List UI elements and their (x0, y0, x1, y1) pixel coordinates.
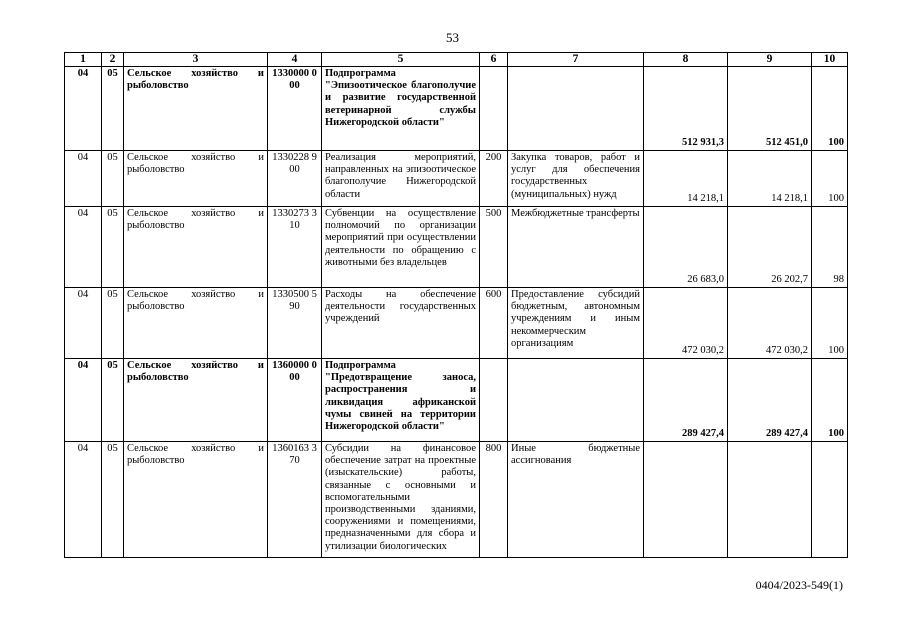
cell-expense-type (480, 67, 508, 151)
cell-subsection: 05 (102, 288, 124, 359)
header-row (65, 53, 848, 67)
header-col-4: 4 (268, 53, 322, 67)
cell-subsection: 05 (102, 442, 124, 558)
cell-plan (644, 442, 728, 558)
cell-section: 04 (65, 442, 102, 558)
cell-expense-name: Предоставление субсидий бюджетным, автономным учреждениям и иным некоммерческим организациям (508, 288, 644, 359)
cell-actual: 14 218,1 (728, 151, 812, 207)
table-row (65, 67, 848, 151)
cell-expense-name: Межбюджетные трансферты (508, 207, 644, 288)
cell-expense-type: 800 (480, 442, 508, 558)
table-row (65, 151, 848, 207)
cell-percent: 98 (812, 207, 848, 288)
header-col-1: 1 (65, 53, 102, 67)
header-col-2: 2 (102, 53, 124, 67)
cell-expense-type: 500 (480, 207, 508, 288)
cell-plan: 472 030,2 (644, 288, 728, 359)
cell-target-code: 1330500 590 (268, 288, 322, 359)
table-row (65, 288, 848, 359)
cell-plan: 14 218,1 (644, 151, 728, 207)
cell-section-name: Сельское хозяйство и рыболовство (124, 207, 268, 288)
header-col-9: 9 (728, 53, 812, 67)
cell-description: Подпрограмма "Предотвращение заноса, распространения и ликвидация африканской чумы свиней на территории Нижегородской области" (322, 359, 480, 442)
cell-description: Субсидии на финансовое обеспечение затрат на проектные (изыскательские) работы, связанные с основными и вспомогательными производственными зданиями, сооружениями и помещениями, предназначенными для сбора и утилизации биологических (322, 442, 480, 558)
cell-expense-name: Иные бюджетные ассигнования (508, 442, 644, 558)
cell-section: 04 (65, 288, 102, 359)
cell-percent (812, 442, 848, 558)
cell-percent: 100 (812, 359, 848, 442)
cell-actual (728, 442, 812, 558)
header-col-8: 8 (644, 53, 728, 67)
cell-actual: 289 427,4 (728, 359, 812, 442)
cell-section-name: Сельское хозяйство и рыболовство (124, 67, 268, 151)
cell-actual: 512 451,0 (728, 67, 812, 151)
cell-description: Подпрограмма "Эпизоотическое благополучие и развитие государственной ветеринарной службы Нижегородской области" (322, 67, 480, 151)
cell-expense-name (508, 359, 644, 442)
cell-subsection: 05 (102, 207, 124, 288)
header-col-5: 5 (322, 53, 480, 67)
cell-section-name: Сельское хозяйство и рыболовство (124, 288, 268, 359)
cell-expense-type: 600 (480, 288, 508, 359)
cell-section-name: Сельское хозяйство и рыболовство (124, 359, 268, 442)
cell-percent: 100 (812, 288, 848, 359)
cell-actual: 26 202,7 (728, 207, 812, 288)
header-col-6: 6 (480, 53, 508, 67)
cell-expense-name: Закупка товаров, работ и услуг для обеспечения государственных (муниципальных) нужд (508, 151, 644, 207)
cell-section: 04 (65, 359, 102, 442)
cell-plan: 289 427,4 (644, 359, 728, 442)
cell-expense-name (508, 67, 644, 151)
table-row (65, 207, 848, 288)
cell-subsection: 05 (102, 359, 124, 442)
table-row (65, 359, 848, 442)
cell-section: 04 (65, 151, 102, 207)
cell-subsection: 05 (102, 151, 124, 207)
cell-section-name: Сельское хозяйство и рыболовство (124, 442, 268, 558)
budget-table (64, 52, 848, 558)
cell-section: 04 (65, 67, 102, 151)
page-number: 53 (446, 30, 459, 45)
header-col-10: 10 (812, 53, 848, 67)
cell-target-code: 1330273 310 (268, 207, 322, 288)
cell-section: 04 (65, 207, 102, 288)
cell-target-code: 1360163 370 (268, 442, 322, 558)
document-footer: 0404/2023-549(1) (755, 578, 843, 592)
cell-description: Субвенции на осуществление полномочий по организации мероприятий при осуществлении деятельности по обращению с животными без владельцев (322, 207, 480, 288)
cell-expense-type: 200 (480, 151, 508, 207)
cell-plan: 512 931,3 (644, 67, 728, 151)
cell-expense-type (480, 359, 508, 442)
cell-target-code: 1360000 000 (268, 359, 322, 442)
cell-target-code: 1330228 900 (268, 151, 322, 207)
cell-target-code: 1330000 000 (268, 67, 322, 151)
cell-description: Реализация мероприятий, направленных на эпизоотическое благополучие Нижегородской области (322, 151, 480, 207)
cell-actual: 472 030,2 (728, 288, 812, 359)
cell-description: Расходы на обеспечение деятельности государственных учреждений (322, 288, 480, 359)
header-col-3: 3 (124, 53, 268, 67)
table-row (65, 442, 848, 558)
cell-subsection: 05 (102, 67, 124, 151)
header-col-7: 7 (508, 53, 644, 67)
cell-section-name: Сельское хозяйство и рыболовство (124, 151, 268, 207)
cell-plan: 26 683,0 (644, 207, 728, 288)
cell-percent: 100 (812, 151, 848, 207)
cell-percent: 100 (812, 67, 848, 151)
